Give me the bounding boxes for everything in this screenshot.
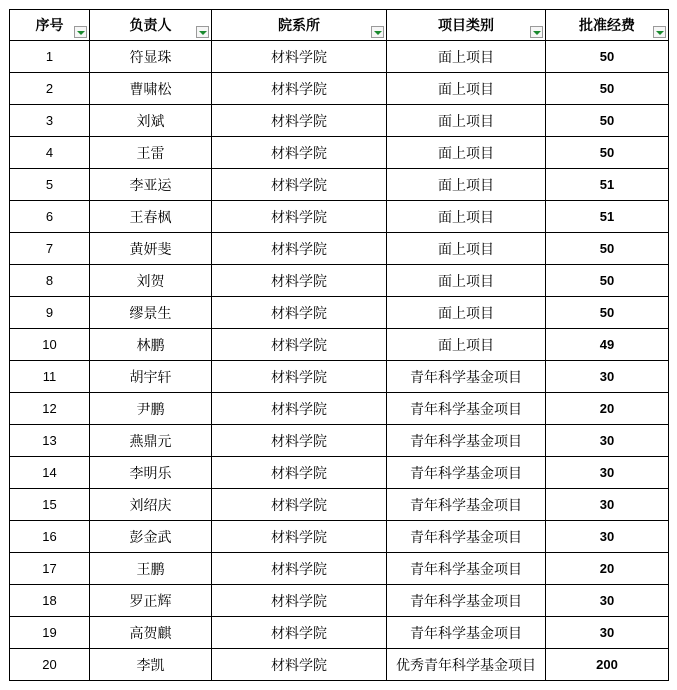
cell-index: 17 <box>10 553 90 585</box>
cell-index: 7 <box>10 233 90 265</box>
cell-funding: 50 <box>546 73 669 105</box>
cell-funding: 30 <box>546 489 669 521</box>
cell-department: 材料学院 <box>212 393 387 425</box>
cell-funding: 30 <box>546 425 669 457</box>
filter-dropdown-icon[interactable] <box>530 26 543 38</box>
header-row <box>10 10 669 41</box>
cell-leader: 刘贺 <box>90 265 212 297</box>
cell-category: 面上项目 <box>387 41 546 73</box>
cell-funding: 30 <box>546 457 669 489</box>
header-label: 序号 <box>35 18 64 34</box>
cell-index: 10 <box>10 329 90 361</box>
cell-department: 材料学院 <box>212 617 387 649</box>
cell-leader: 李明乐 <box>90 457 212 489</box>
cell-leader: 刘绍庆 <box>90 489 212 521</box>
cell-funding: 30 <box>546 521 669 553</box>
table-row <box>10 137 669 169</box>
col-header-department <box>212 10 387 41</box>
cell-leader: 李凯 <box>90 649 212 681</box>
cell-department: 材料学院 <box>212 169 387 201</box>
cell-department: 材料学院 <box>212 265 387 297</box>
cell-department: 材料学院 <box>212 361 387 393</box>
cell-department: 材料学院 <box>212 137 387 169</box>
cell-funding: 49 <box>546 329 669 361</box>
cell-leader: 王雷 <box>90 137 212 169</box>
cell-department: 材料学院 <box>212 297 387 329</box>
cell-index: 9 <box>10 297 90 329</box>
cell-index: 2 <box>10 73 90 105</box>
filter-dropdown-icon[interactable] <box>653 26 666 38</box>
cell-category: 面上项目 <box>387 329 546 361</box>
filter-dropdown-icon[interactable] <box>196 26 209 38</box>
table-row <box>10 297 669 329</box>
cell-leader: 林鹏 <box>90 329 212 361</box>
table-row <box>10 105 669 137</box>
header-label: 院系所 <box>278 18 320 34</box>
cell-category: 青年科学基金项目 <box>387 457 546 489</box>
cell-leader: 燕鼎元 <box>90 425 212 457</box>
cell-department: 材料学院 <box>212 489 387 521</box>
cell-category: 面上项目 <box>387 201 546 233</box>
col-header-category <box>387 10 546 41</box>
table-row <box>10 361 669 393</box>
cell-leader: 彭金武 <box>90 521 212 553</box>
header-label: 项目类别 <box>438 18 494 34</box>
cell-index: 3 <box>10 105 90 137</box>
cell-department: 材料学院 <box>212 425 387 457</box>
cell-index: 1 <box>10 41 90 73</box>
cell-leader: 李亚运 <box>90 169 212 201</box>
cell-leader: 黄妍斐 <box>90 233 212 265</box>
cell-index: 18 <box>10 585 90 617</box>
cell-funding: 30 <box>546 617 669 649</box>
table-row <box>10 521 669 553</box>
cell-index: 6 <box>10 201 90 233</box>
cell-category: 面上项目 <box>387 105 546 137</box>
funding-table <box>9 9 669 681</box>
cell-category: 面上项目 <box>387 169 546 201</box>
cell-funding: 50 <box>546 297 669 329</box>
cell-department: 材料学院 <box>212 105 387 137</box>
cell-department: 材料学院 <box>212 553 387 585</box>
cell-funding: 51 <box>546 169 669 201</box>
table-body <box>10 41 669 681</box>
cell-department: 材料学院 <box>212 585 387 617</box>
cell-category: 青年科学基金项目 <box>387 585 546 617</box>
cell-category: 青年科学基金项目 <box>387 553 546 585</box>
filter-dropdown-icon[interactable] <box>74 26 87 38</box>
cell-leader: 高贺麒 <box>90 617 212 649</box>
cell-category: 面上项目 <box>387 297 546 329</box>
table-row <box>10 233 669 265</box>
cell-funding: 30 <box>546 585 669 617</box>
cell-index: 11 <box>10 361 90 393</box>
cell-department: 材料学院 <box>212 329 387 361</box>
cell-funding: 20 <box>546 553 669 585</box>
table-row <box>10 41 669 73</box>
table-row <box>10 329 669 361</box>
table-row <box>10 393 669 425</box>
cell-category: 优秀青年科学基金项目 <box>387 649 546 681</box>
cell-leader: 王鹏 <box>90 553 212 585</box>
cell-category: 青年科学基金项目 <box>387 489 546 521</box>
table-row <box>10 585 669 617</box>
cell-leader: 符显珠 <box>90 41 212 73</box>
cell-index: 20 <box>10 649 90 681</box>
cell-index: 15 <box>10 489 90 521</box>
cell-funding: 50 <box>546 233 669 265</box>
cell-category: 青年科学基金项目 <box>387 425 546 457</box>
cell-category: 面上项目 <box>387 137 546 169</box>
cell-category: 青年科学基金项目 <box>387 521 546 553</box>
cell-leader: 缪景生 <box>90 297 212 329</box>
cell-index: 5 <box>10 169 90 201</box>
table-row <box>10 425 669 457</box>
cell-department: 材料学院 <box>212 649 387 681</box>
table-row <box>10 649 669 681</box>
filter-dropdown-icon[interactable] <box>371 26 384 38</box>
cell-department: 材料学院 <box>212 73 387 105</box>
cell-funding: 51 <box>546 201 669 233</box>
cell-index: 19 <box>10 617 90 649</box>
cell-department: 材料学院 <box>212 521 387 553</box>
cell-leader: 尹鹏 <box>90 393 212 425</box>
cell-category: 面上项目 <box>387 265 546 297</box>
cell-leader: 王春枫 <box>90 201 212 233</box>
cell-funding: 50 <box>546 265 669 297</box>
cell-funding: 30 <box>546 361 669 393</box>
header-label: 负责人 <box>129 18 172 34</box>
col-header-funding <box>546 10 669 41</box>
cell-department: 材料学院 <box>212 233 387 265</box>
table-row <box>10 169 669 201</box>
col-header-index <box>10 10 90 41</box>
cell-funding: 50 <box>546 105 669 137</box>
cell-funding: 20 <box>546 393 669 425</box>
cell-index: 16 <box>10 521 90 553</box>
cell-category: 青年科学基金项目 <box>387 617 546 649</box>
cell-index: 13 <box>10 425 90 457</box>
cell-department: 材料学院 <box>212 457 387 489</box>
col-header-leader <box>90 10 212 41</box>
cell-index: 4 <box>10 137 90 169</box>
cell-index: 12 <box>10 393 90 425</box>
cell-index: 8 <box>10 265 90 297</box>
cell-category: 面上项目 <box>387 73 546 105</box>
cell-leader: 胡宇轩 <box>90 361 212 393</box>
table-row <box>10 489 669 521</box>
table-row <box>10 201 669 233</box>
cell-category: 青年科学基金项目 <box>387 393 546 425</box>
cell-leader: 罗正辉 <box>90 585 212 617</box>
cell-funding: 200 <box>546 649 669 681</box>
cell-leader: 曹啸松 <box>90 73 212 105</box>
header-label: 批准经费 <box>579 18 635 34</box>
cell-index: 14 <box>10 457 90 489</box>
cell-department: 材料学院 <box>212 41 387 73</box>
table-row <box>10 457 669 489</box>
table-row <box>10 73 669 105</box>
cell-category: 面上项目 <box>387 233 546 265</box>
table-row <box>10 553 669 585</box>
cell-category: 青年科学基金项目 <box>387 361 546 393</box>
cell-funding: 50 <box>546 41 669 73</box>
cell-funding: 50 <box>546 137 669 169</box>
cell-leader: 刘斌 <box>90 105 212 137</box>
cell-department: 材料学院 <box>212 201 387 233</box>
table-row <box>10 617 669 649</box>
table-row <box>10 265 669 297</box>
